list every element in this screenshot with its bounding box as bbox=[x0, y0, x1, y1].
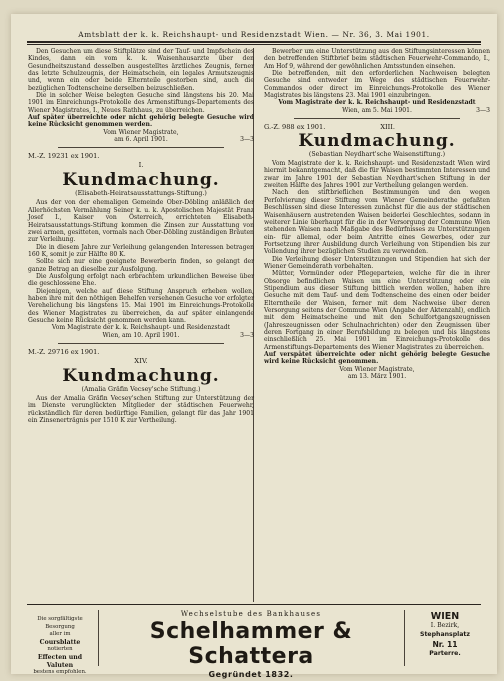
advert-line: Stephansplatz bbox=[420, 631, 470, 639]
signature: Vom Wiener Magistrate, bbox=[103, 128, 179, 136]
paragraph: Die Ausfolgung erfolgt nach erbrachtem urkundlichen Beweise über die geschlossene Ehe. bbox=[28, 272, 254, 288]
notice-subtitle: (Amalia Gräfin Vecsey'sche Stiftung.) bbox=[81, 386, 201, 393]
reference-number: M.-Z. 19231 ex 1901. bbox=[28, 152, 100, 161]
advert-line: Die sorgfältigste Besorgung bbox=[37, 616, 83, 630]
advert-line: WIEN bbox=[430, 611, 460, 622]
bank-advertisement bbox=[25, 610, 483, 679]
paragraph: Die in diesem Jahre zur Verleihung gelangenden Interessen betragen 160 K, somit je zur Hälfte 80 K. bbox=[28, 243, 254, 258]
advert-line: Effecten und Valuten bbox=[37, 653, 83, 669]
page-header: Amtsblatt der k. k. Reichshaupt- und Residenzstadt Wien. — Nr. 36, 3. Mai 1901. bbox=[78, 30, 430, 39]
date-line: am 6. April 1901. bbox=[114, 136, 168, 144]
notice-title: Kundmachung. bbox=[62, 366, 220, 386]
date-line: Wien, am 10. April 1901. bbox=[102, 331, 180, 339]
issue-count: 3—3 bbox=[240, 136, 254, 144]
warning-text: Auf später überreichte oder nicht gehörig belegte Gesuche wird keine Rücksicht genommen werden. bbox=[28, 114, 254, 129]
paragraph: Vom Magistrate der k. k. Reichshaupt- und Residenzstadt Wien wird hiermit bekanntgemacht, daß die für Waisen bestimmten Interessen und zwar im Jahre 1901 der Sebastian Neydhart'schen Stiftung in der zweiten Hälfte des Jahres 1901 zur Vertheilung gelangen werden. bbox=[264, 160, 490, 190]
signature: Vom Magistrate der k. k. Reichshaupt- und Residenzstadt bbox=[51, 324, 231, 332]
notice-title: Kundmachung. bbox=[298, 131, 456, 152]
reference-line bbox=[264, 123, 490, 131]
advert-heading: Wechselstube des Bankhauses bbox=[180, 610, 322, 618]
advert-line: aller im bbox=[49, 631, 71, 638]
date-line: am 13. März 1901. bbox=[347, 373, 407, 381]
advert-rule bbox=[27, 604, 481, 605]
issue-count: 3—3 bbox=[240, 332, 254, 339]
notice-title: Kundmachung. bbox=[62, 170, 220, 191]
header-rule bbox=[27, 41, 481, 43]
advert-center bbox=[101, 610, 401, 679]
advert-line: Coursblatte bbox=[39, 638, 81, 646]
section-numeral: XIII. bbox=[380, 123, 395, 132]
right-column bbox=[264, 48, 490, 380]
advert-left-text bbox=[25, 616, 95, 677]
paragraph: Mütter, Vormünder oder Pflegeparteien, welche für die in ihrer Obsorge befindlichen Waisen um eine Unterstützung oder ein Stipendium aus dieser Stiftung bittlich werden wollen, haben ihre Gesuche mit dem Tauf- und dem Todtenscheine des einen oder beider Elterntheile der Waisen, ferner mit dem Nachweise über deren Versorgung seitens der Commune Wien (Angabe der Aktenzahl), endlich mit dem Heimatscheine und mit den Schulfortgangszeugnissen (Jahreszeugnissen oder Schulnachrichten) oder den Zeugnissen über deren Fortgang in einer Berufsbildung zu belegen und bis längstens einschließlich 25. Mai 1901 im Einreichungs-Protokolle des Armenstiftungs-Departements des Wiener Magistrates zu überreichen. bbox=[264, 270, 490, 351]
reference-number: M.-Z. 29716 ex 1901. bbox=[28, 348, 100, 356]
paragraph: Bewerber um eine Unterstützung aus den Stiftungsinteressen können den betreffenden Stiftbrief beim städtischen Feuerwehr-Commando, I., Am Hof 9, während der gewöhnlichen Amtsstunden einsehen. bbox=[264, 48, 490, 70]
paragraph: Aus der von der ehemaligen Gemeinde Ober-Döbling anläßlich der Allerhöchsten Vermählung Seiner k. u. k. Apostolischen Majestät Franz Josef I., Kaiser von Österreich, errichteten Elisabeth-Heiratsausstattungs-Stiftung kommen die Zinsen zur Ausstattung von zwei armen, gesitteten, vormals nach Ober-Döbling zuständigen Bräuten zur Verleihung. bbox=[28, 199, 254, 244]
paragraph: Die betreffenden, mit den erforderlichen Nachweisen belegten Gesuche sind entweder im Wege des städtischen Feuerwehr-Commandos oder direct im Einreichungs-Protokolle des Wiener Magistrates bis längstens 23. Mai 1901 einzubringen. bbox=[264, 70, 490, 100]
left-column bbox=[28, 48, 254, 424]
advert-address bbox=[407, 612, 483, 658]
bank-name: Schelhammer & Schattera bbox=[149, 619, 353, 669]
warning-text: Auf verspätet überreichte oder nicht gehörig belegte Gesuche wird keine Rücksicht genommen. bbox=[264, 351, 490, 366]
newspaper-page bbox=[11, 14, 497, 679]
advert-line: Nr. 11 bbox=[432, 639, 458, 649]
reference-number: G.-Z. 988 ex 1901. bbox=[264, 123, 326, 132]
notice-subtitle: (Sebastian Neydhart'sche Waisenstiftung.) bbox=[308, 151, 446, 159]
section-numeral: XIV. bbox=[134, 357, 148, 365]
advert-divider bbox=[98, 610, 99, 666]
paragraph: Sollte sich nur eine geeignete Bewerberin finden, so gelangt der ganze Betrag an dieselbe zur Ausfolgung. bbox=[28, 258, 254, 273]
notice-subtitle: (Elisabeth-Heiratsausstattungs-Stiftung.) bbox=[75, 190, 207, 198]
advert-line: Parterre. bbox=[429, 649, 461, 657]
paragraph: Den Gesuchen um diese Stiftplätze sind der Tauf- und Impfschein des Kindes, dann ein vom k. k. Waisenhausarzte über den Gesundheitszustand desselben ausgestelltes ärztliches Zeugnis, ferner das letzte Schulzeugnis, der Heimatschein, ein legales Armutszeugnis und, wenn ein oder beide Elternteile gestorben sind, auch die bezüglichen Todtenscheine derselben beizuschließen. bbox=[28, 48, 254, 92]
advert-line: notierten bbox=[47, 646, 73, 653]
header-rule-thin bbox=[27, 44, 481, 45]
signature: Vom Wiener Magistrate, bbox=[339, 365, 415, 373]
section-separator bbox=[58, 343, 224, 344]
paragraph: Diejenigen, welche auf diese Stiftung Anspruch erheben wollen, haben ihre mit den nöthigen Behelfen versehenen Gesuche vor erfolgter Verehelichung bis längstens 15. Mai 1901 im Einreichungs-Protokolle des Wiener Magistrates zu überreichen, da auf später einlangende Gesuche keine Rücksicht genommen werden kann. bbox=[28, 287, 254, 324]
paragraph: Aus der Amalia Gräfin Vecsey'schen Stiftung zur Unterstützung der im Dienste verunglückten Mitglieder der städtischen Feuerwehr, rückständlich für deren bedürftige Familien, gelangt für das Jahr 1901 ein Zinsenerträgnis per 1510 K zur Vertheilung. bbox=[28, 395, 254, 425]
section-numeral: I. bbox=[138, 161, 144, 170]
signature: Vom Magistrate der k. k. Reichshaupt- und Residenzstadt bbox=[278, 99, 476, 107]
advert-divider bbox=[404, 610, 405, 666]
paragraph: Die in solcher Weise belegten Gesuche sind längstens bis 20. Mai 1901 im Einreichungs-Protokolle des Armenstiftungs-Departements des Wiener Magistrates, I., Neues Rathhaus, zu überreichen. bbox=[28, 92, 254, 114]
paragraph: Die Verleihung dieser Unterstützungen und Stipendien hat sich der Wiener Gemeinderath vorbehalten. bbox=[264, 255, 490, 270]
issue-count: 3—3 bbox=[476, 107, 490, 115]
advert-line: bestens empfohlen. bbox=[33, 669, 87, 676]
founded-line: Gegründet 1832. bbox=[208, 670, 294, 679]
section-separator bbox=[58, 147, 224, 148]
advert-line: I. Bezirk, bbox=[430, 622, 460, 630]
date-line: Wien, am 5. Mai 1901. bbox=[342, 106, 412, 114]
section-separator bbox=[294, 118, 460, 119]
paragraph: Nach den stiftbrieflichen Bestimmungen und den wegen Perſolvierung dieser Stiftung vom Wiener Gemeinderathe gefaßten Beschlüssen sind diese Interessen zunächst für die aus der städtischen Waisenhäusern austretenden Waisen beiderlei Geschlechtes, sodann in weiterer Linie überhaupt für die in der Versorgung der Commune Wien stehenden Waisen nach Maßgabe des Bedürfnisses zu Unterstützungen ein- für allemal, oder beim Antritte eines Gewerbes, oder zur Fortsetzung ihrer Ausbildung durch Verleihung von Stipendien bis zur Vollendung ihrer bezüglichen Studien zu verwenden. bbox=[264, 189, 490, 256]
